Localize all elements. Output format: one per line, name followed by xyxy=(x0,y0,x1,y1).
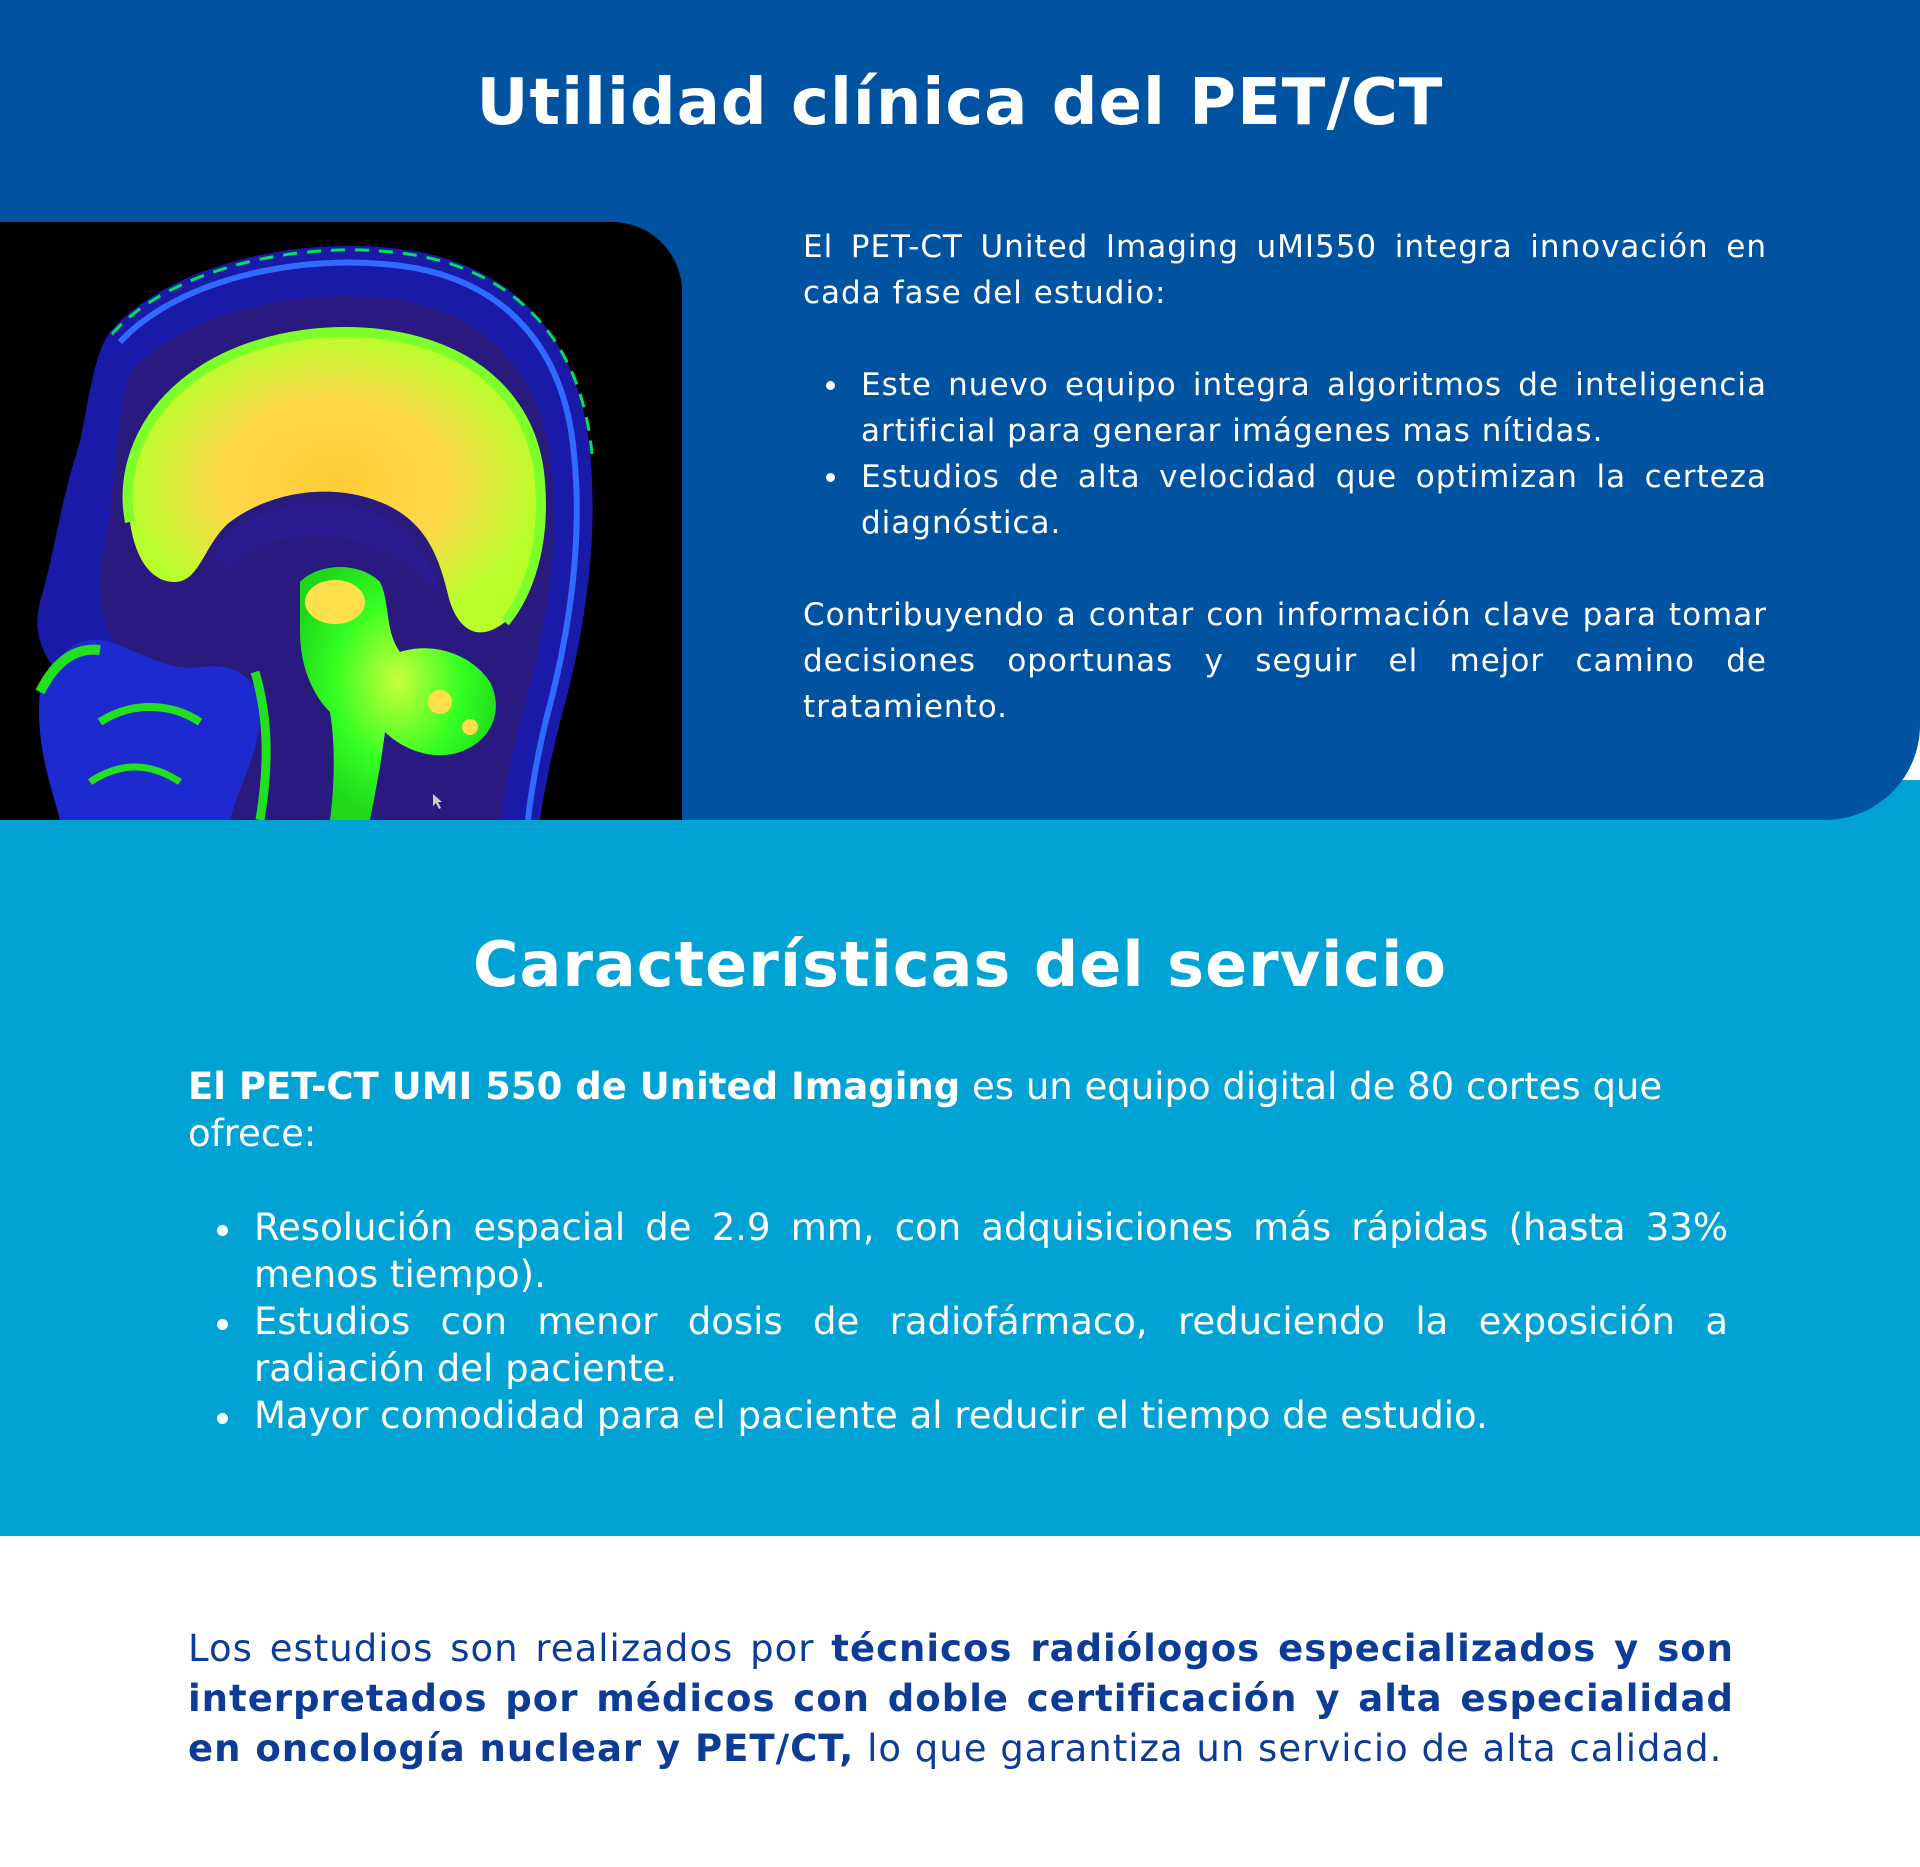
list-item: Estudios con menor dosis de radiofármaco, reduciendo la exposición a radiación del paciente. xyxy=(188,1298,1728,1392)
list-item: Resolución espacial de 2.9 mm, con adquisiciones más rápidas (hasta 33% menos tiempo). xyxy=(188,1204,1728,1298)
lead-rest-text: es un equipo digital de 80 cortes que ofrece: xyxy=(188,1065,1663,1155)
clinical-utility-bullet-list xyxy=(803,362,1767,546)
pet-scan-brain-icon xyxy=(0,222,682,820)
staff-info-section xyxy=(0,1536,1920,1867)
service-features-text xyxy=(188,1063,1728,1439)
list-item: Mayor comodidad para el paciente al reducir el tiempo de estudio. xyxy=(188,1392,1728,1439)
service-features-bullet-list xyxy=(188,1204,1728,1439)
service-features-title: Características del servicio xyxy=(473,928,1447,1001)
clinical-utility-section xyxy=(0,0,1920,820)
service-features-section xyxy=(0,780,1920,1536)
intro-paragraph: El PET-CT United Imaging uMI550 integra innovación en cada fase del estudio: xyxy=(803,229,1767,311)
staff-text-end: lo que garantiza un servicio de alta calidad. xyxy=(854,1727,1723,1770)
closing-paragraph: Contribuyendo a contar con información clave para tomar decisiones oportunas y seguir el mejor camino de tratamiento. xyxy=(803,597,1767,725)
clinical-utility-title: Utilidad clínica del PET/CT xyxy=(476,66,1444,140)
list-item: Este nuevo equipo integra algoritmos de inteligencia artificial para generar imágenes mas nítidas. xyxy=(803,362,1767,454)
lead-bold-text: El PET-CT UMI 550 de United Imaging xyxy=(188,1065,961,1108)
staff-text-bold: técnicos radiólogos especializados y son interpretados por médicos con doble certificación y alta especialidad en oncología nuclear y PET/CT, xyxy=(188,1627,1735,1770)
staff-info-paragraph xyxy=(188,1624,1734,1774)
staff-text-start: Los estudios son realizados por xyxy=(188,1627,832,1670)
pet-scan-brain-image xyxy=(0,222,682,820)
list-item: Estudios de alta velocidad que optimizan la certeza diagnóstica. xyxy=(803,454,1767,546)
lead-paragraph xyxy=(188,1063,1728,1157)
clinical-utility-text xyxy=(803,224,1767,730)
